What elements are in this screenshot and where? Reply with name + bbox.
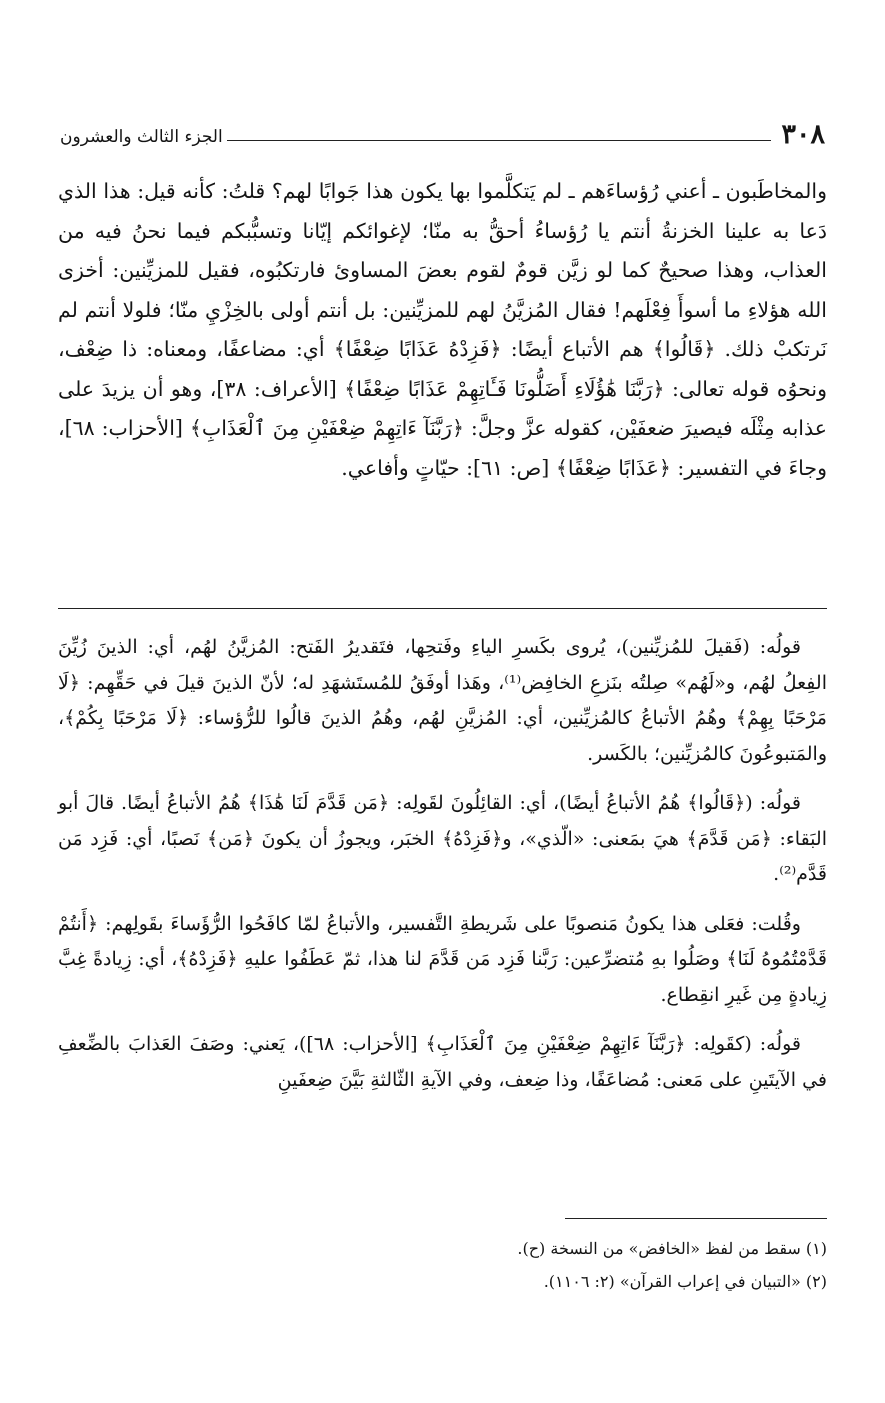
header-rule	[227, 140, 772, 141]
page-header	[60, 112, 825, 148]
commentary-paragraph: قولُه: (كقَولِه: ﴿رَبَّنَآ ءَاتِهِمْ ضِعْفَيْنِ مِنَ ٱلْعَذَابِ﴾ [الأحزاب: ٦٨])، يَعني: وصَفَ العَذابَ بالضِّعفِ في الآيتَينِ على مَعنى: مُضاعَفًا، وذا ضِعف، وفي الآيةِ الثّالثةِ بَيَّنَ ضِعفَينِ	[58, 1033, 827, 1091]
commentary	[58, 630, 827, 1112]
running-title: الجزء الثالث والعشرون	[60, 127, 223, 147]
commentary-paragraph: قولُه: (﴿قَالُوا﴾ هُمُ الأتباعُ أيضًا)، أي: القائِلُونَ لقَولِه: ﴿مَن قَدَّمَ لَنَا هَٰذَا﴾ هُمُ الأتباعُ أيضًا. قالَ أبو البَقاء: ﴿مَن قَدَّمَ﴾ هيَ بمَعنى: «الّذي»، و﴿فَزِدْهُ﴾ الخبَر، ويجوزُ أن يكونَ ﴿مَن﴾ نَصبًا، أي: فَزِد مَن قَدَّم⁽²⁾.	[58, 792, 827, 885]
page-number: ٣٠٨	[781, 119, 825, 150]
footnote: (١) سقط من لفظ «الخافض» من النسخة (ح).	[517, 1239, 827, 1258]
main-paragraph: والمخاطَبون ـ أعني رُؤساءَهم ـ لم يَتكلَّموا بها يكون هذا جَوابًا لهم؟ قلتُ: كأنه قيل: هذا الذي دَعا به علينا الخزنةُ أنتم يا رُؤساءُ أحقُّ به منّا؛ لإغوائكم إيّانا وتسبُّبكم فيما نحنُ فيه من العذاب، وهذا صحيحٌ كما لو زيَّن قومٌ لقوم بعضَ المساوئ فارتكبُوه، فقيل للمزيِّنين: أخزى الله هؤلاءِ ما أسوأَ فِعْلَهم! فقال المُزيَّنُ لهم للمزيِّنين: بل أنتم أولى بالخِزْيِ منّا؛ فلولا أنتم لم نَرتكبْ ذلك. ﴿قَالُوا﴾ هم الأتباع أيضًا: ﴿فَزِدْهُ عَذَابًا ضِعْفًا﴾ أي: مضاعفًا، ومعناه: ذا ضِعْف، ونحوُه قوله تعالى: ﴿رَبَّنَا هَٰؤُلَاءِ أَضَلُّونَا فَـَٔاتِهِمْ عَذَابًا ضِعْفًا﴾ [الأعراف: ٣٨]، وهو أن يزيدَ على عذابه مِثْلَه فيصيرَ ضعفَيْن، كقوله عزَّ وجلَّ: ﴿رَبَّنَآ ءَاتِهِمْ ضِعْفَيْنِ مِنَ ٱلْعَذَابِ﴾ [الأحزاب: ٦٨]، وجاءَ في التفسير: ﴿عَذَابًا ضِعْفًا﴾ [ص: ٦١]: حيّاتٍ وأفاعي.	[58, 179, 827, 480]
section-divider	[58, 608, 827, 609]
commentary-paragraph: وقُلت: فعَلى هذا يكونُ مَنصوبًا على شَريطةِ التَّفسير، والأتباعُ لمّا كافَحُوا الرُّؤَساءَ بقَولِهم: ﴿أَنتُمْ قَدَّمْتُمُوهُ لَنَا﴾ وصَلُوا بهِ مُتضرِّعين: رَبَّنا فَزِد مَن قَدَّمَ لنا هذا، ثمّ عَطَفُوا عليهِ ﴿فَزِدْهُ﴾، أي: زِيادةً غِبَّ زِيادةٍ مِن غَيرِ انقِطاع.	[58, 912, 827, 1006]
main-text	[58, 172, 827, 488]
footnote: (٢) «التبيان في إعراب القرآن» (٢: ١١٠٦).	[543, 1272, 827, 1291]
footnote-rule	[565, 1218, 827, 1219]
footnotes	[58, 1232, 827, 1298]
commentary-paragraph: قولُه: (فَقيلَ للمُزيِّنين)، يُروى بكَسرِ الياءِ وفَتحِها، فتَقديرُ الفَتح: المُزيَّنُ لهُم، أي: الذينَ زُيِّنَ الفِعلُ لهُم، و«لَهُم» صِلتُه بنَزعِ الخافِض⁽¹⁾، وهَذا أوفَقُ للمُستَشهَدِ له؛ لأنّ الذينَ قيلَ في حَقِّهِم: ﴿لَا مَرْحَبًا بِهِمْ﴾ وهُمُ الأتباعُ كالمُزيِّنين، أي: المُزيَّنِ لهُم، وهُمُ الذينَ قالُوا للرُّؤساء: ﴿لَا مَرْحَبًا بِكُمْ﴾، والمَتبوعُونَ كالمُزيِّنين؛ بالكَسر.	[58, 636, 827, 765]
